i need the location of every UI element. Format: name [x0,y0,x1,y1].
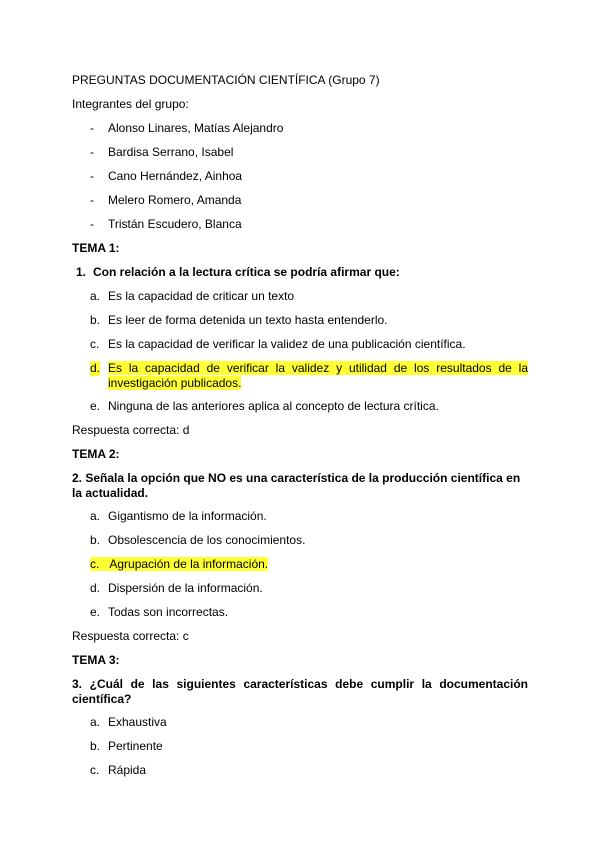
tema2-answer: Respuesta correcta: c [72,629,189,643]
member-name: Cano Hernández, Ainhoa [108,169,243,183]
tema3-heading: TEMA 3: [72,653,120,667]
option-letter: d. [90,361,101,375]
list-bullet: - [90,145,94,159]
option-text: Ninguna de las anteriores aplica al concepto de lectura crítica. [108,399,439,413]
member-name: Bardisa Serrano, Isabel [108,145,234,159]
option-letter: a. [90,289,101,303]
list-bullet: - [90,169,94,183]
option-text: Rápida [108,763,147,777]
option-letter: e. [90,605,101,619]
tema3-question: 3. ¿Cuál de las siguientes características debe cumplir la documentación científica? [72,677,528,706]
option-text: Exhaustiva [108,715,167,729]
option-text: Gigantismo de la información. [108,509,267,523]
option-text: Dispersión de la información. [108,581,263,595]
list-bullet: - [90,193,94,207]
option-text: Obsolescencia de los conocimientos. [108,533,306,547]
list-bullet: - [90,121,94,135]
option-letter: d. [90,581,101,595]
option-letter: a. [90,509,101,523]
option-text: Pertinente [108,739,163,753]
option-letter: b. [90,533,101,547]
tema2-heading: TEMA 2: [72,447,120,461]
tema1-heading: TEMA 1: [72,241,120,255]
option-row-highlighted [90,557,268,572]
option-text: Es la capacidad de criticar un texto [108,289,295,303]
spacer [99,557,109,571]
member-name: Tristán Escudero, Blanca [108,217,242,231]
option-letter: e. [90,399,101,413]
member-name: Melero Romero, Amanda [108,193,242,207]
group-label: Integrantes del grupo: [72,97,189,111]
tema2-question: 2. Señala la opción que NO es una característica de la producción científica en la actualidad. [72,471,521,500]
list-bullet: - [90,217,94,231]
document-title: PREGUNTAS DOCUMENTACIÓN CIENTÍFICA (Grupo 7) [72,73,380,87]
option-letter: c. [90,557,100,571]
option-text: Es la capacidad de verificar la validez de una publicación científica. [108,337,466,351]
tema1-question: Con relación a la lectura crítica se podría afirmar que: [93,265,400,279]
option-text: Todas son incorrectas. [108,605,229,619]
highlighted-answer: Es la capacidad de verificar la validez y utilidad de los resultados de la investigación publicados. [108,361,528,390]
member-name: Alonso Linares, Matías Alejandro [108,121,284,135]
tema1-answer: Respuesta correcta: d [72,423,190,437]
option-text [108,361,528,391]
option-text: Es leer de forma detenida un texto hasta entenderlo. [108,313,388,327]
option-letter: a. [90,715,101,729]
highlighted-answer: Agrupación de la información. [109,557,269,571]
tema1-question-number: 1. [76,265,87,279]
option-letter: b. [90,739,101,753]
option-letter: c. [90,763,100,777]
option-letter: c. [90,337,100,351]
option-letter: b. [90,313,101,327]
